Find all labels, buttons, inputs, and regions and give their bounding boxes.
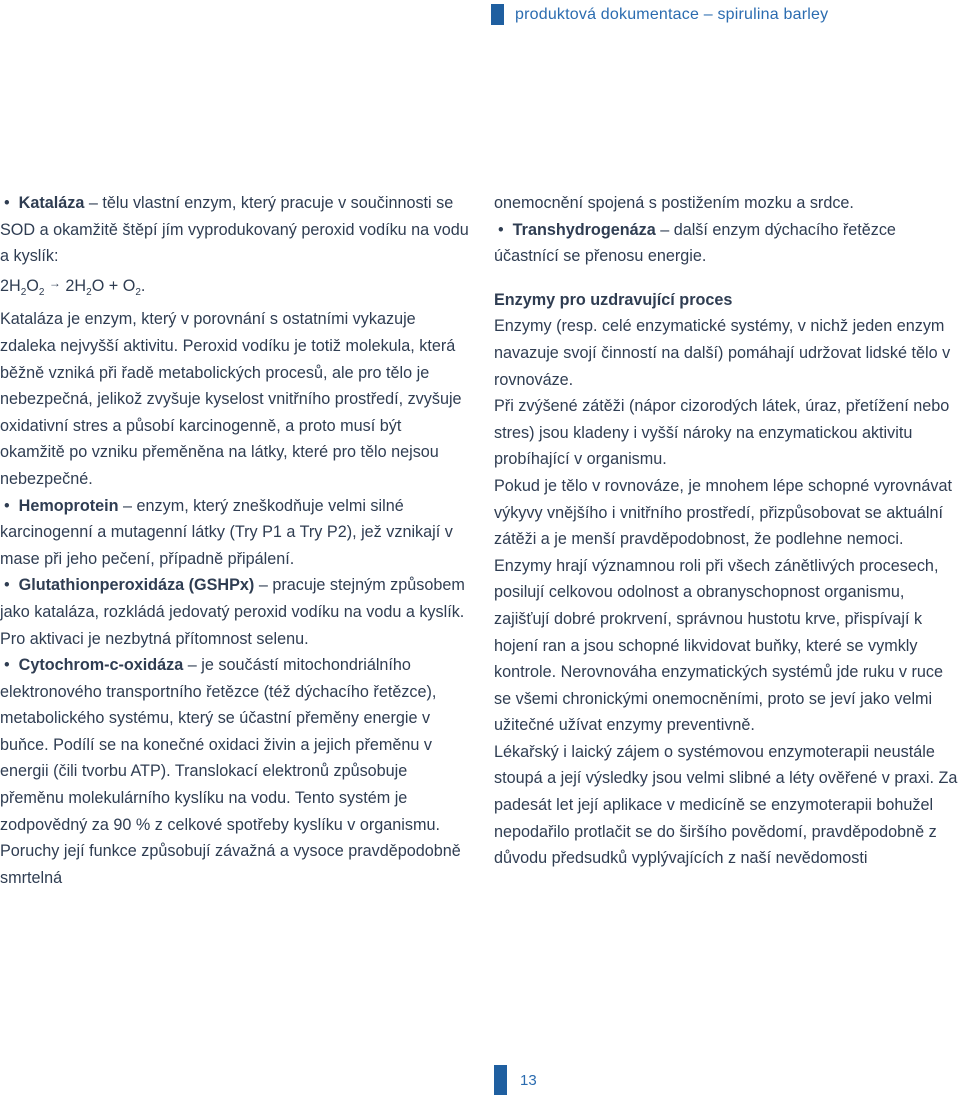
formula-part: . xyxy=(140,276,146,295)
gshpx-item xyxy=(0,572,470,652)
formula-part: 2H xyxy=(0,276,21,295)
gshpx-term: Glutathionperoxidáza (GSHPx) xyxy=(18,576,255,595)
katalaza-paragraph: Kataláza je enzym, který v porovnání s ostatními vykazuje zdaleka nejvyšší aktivitu. Peroxid vodíku je totiž molekula, která běžně vzniká při řadě metabolických procesů, ale pro tělo je nebezpečná, jelikož zvyšuje kyselost vnitřního prostředí, zvyšuje oxidativní stres a působí karcinogenně, a proto musí být okamžitě po vzniku přeměněna na látky, které pro tělo nejsou nebezpečné. xyxy=(0,310,462,488)
katalaza-item xyxy=(0,190,470,270)
paragraph: Enzymy hrají významnou roli při všech zánětlivých procesech, posilují celkovou odolnost a obranyschopnost organismu, zajišťují dobré prokrvení, správnou hustotu krve, přispívají k hojení ran a jsou schopné likvidovat buňky, které se vymkly kontrole. Nerovnováha enzymatických systémů jde ruku v ruce se všemi chronickými onemocněními, proto se jeví jako velmi užitečné užívat enzymy preventivně. xyxy=(494,556,943,735)
footer-accent-bar xyxy=(494,1065,507,1095)
formula-part: O xyxy=(26,276,39,295)
page-header xyxy=(491,4,828,25)
transhydrogenaza-term: Transhydrogenáza xyxy=(512,220,656,239)
hemoprotein-term: Hemoprotein xyxy=(18,496,119,515)
paragraph: Lékařský i laický zájem o systémovou enzymoterapii neustále stoupá a její výsledky jsou velmi slibné a léty ověřené v praxi. Za padesát let její aplikace v medicíně se enzymoterapii bohužel nepodařilo protlačit se do širšího povědomí, pravděpodobně z důvodu předsudků vyplývajících z naší nevědomosti xyxy=(494,742,958,868)
chemical-formula xyxy=(0,270,470,307)
cytochrom-item xyxy=(0,652,470,891)
formula-subscript: 2 xyxy=(38,286,45,298)
paragraph: Pokud je tělo v rovnováze, je mnohem lépe schopné vyrovnávat výkyvy vnějšího i vnitřního prostředí, přizpůsobovat se aktuální zátěži a je menší pravděpodobnost, že podlehne nemoci. xyxy=(494,476,953,549)
cytochrom-term: Cytochrom-c-oxidáza xyxy=(18,656,184,675)
formula-part: 2H xyxy=(60,276,87,295)
katalaza-text: – tělu vlastní enzym, který pracuje v součinnosti se SOD a okamžitě štěpí jím vyprodukovaný peroxid vodíku na vodu a kyslík: xyxy=(0,194,469,266)
page-number: 13 xyxy=(520,1071,537,1089)
page-footer xyxy=(494,1065,537,1095)
transhydrogenaza-text: – další enzym dýchacího řetězce účastnící se přenosu energie. xyxy=(494,220,896,266)
arrow-icon: → xyxy=(48,275,61,290)
paragraph: Při zvýšené zátěži (nápor cizorodých látek, úraz, přetížení nebo stres) jsou kladeny i vyšší nároky na enzymatickou aktivitu probíhající v organismu. xyxy=(494,397,950,469)
hemoprotein-item xyxy=(0,493,470,573)
paragraph: Enzymy (resp. celé enzymatické systémy, v nichž jeden enzym navazuje svojí činností na další) pomáhají udržovat lidské tělo v rovnováze. xyxy=(494,317,951,389)
formula-part: O + O xyxy=(91,276,136,295)
cytochrom-text: – je součástí mitochondriálního elektronového transportního řetězce (též dýchacího řetězce), metabolického systému, který se účastní přeměny energie v buňce. Podílí se na konečné oxidaci živin a jejich přeměnu v energii (čili tvorbu ATP). Translokací elektronů způsobuje přeměnu molekulárního kyslíku na vodu. Tento systém je zodpovědný za 90 % z celkové spotřeby kyslíku v organismu. Poruchy její funkce způsobují závažná a vysoce pravděpodobně smrtelná xyxy=(0,656,461,887)
header-accent-bar xyxy=(491,4,504,25)
left-column xyxy=(0,190,470,891)
formula-subscript: 2 xyxy=(20,286,27,298)
transhydrogenaza-item xyxy=(494,217,960,270)
formula-subscript: 2 xyxy=(135,286,141,298)
hemoprotein-text: – enzym, který zneškodňuje velmi silné karcinogenní a mutagenní látky (Try P1 a Try P2), jež vznikají v mase při jeho pečení, případně připálení. xyxy=(0,496,453,568)
katalaza-term: Kataláza xyxy=(18,194,85,212)
continuation-text: onemocnění spojená s postižením mozku a srdce. xyxy=(494,194,854,212)
formula-subscript: 2 xyxy=(86,286,92,298)
section-heading: Enzymy pro uzdravující proces xyxy=(494,290,733,309)
header-title: produktová dokumentace – spirulina barley xyxy=(515,5,829,23)
right-column xyxy=(494,190,960,872)
gshpx-text: – pracuje stejným způsobem jako kataláza, rozkládá jedovatý peroxid vodíku na vodu a kyslík. Pro aktivaci je nezbytná přítomnost selenu. xyxy=(0,576,465,648)
